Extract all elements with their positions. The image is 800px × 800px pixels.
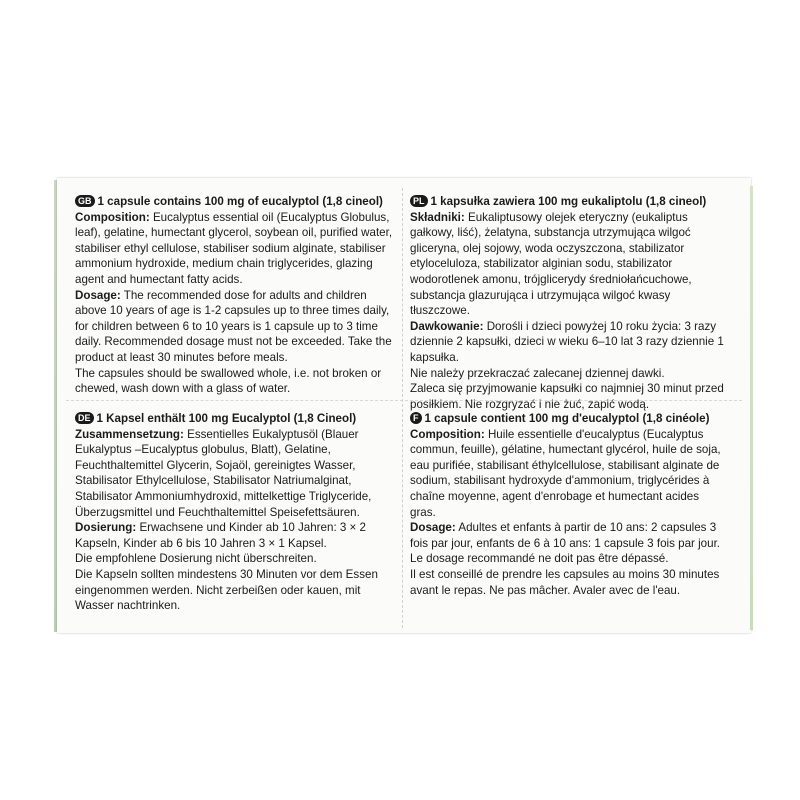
composition-text: Eucalyptus essential oil (Eucalyptus Globulus, leaf), gelatine, humectant glycerol, soybean oil, purified water, stabiliser ethyl cellulose, stabiliser sodium alginate, stabiliser ammonium hydroxide, medium chain triglycerides, glazing agent and humectant fatty acids. bbox=[75, 210, 393, 286]
dosage-text: The recommended dose for adults and children above 10 years of age is 1-2 capsules up to three times daily, for children between 6 to 10 years is 1 capsule up to 3 time daily. Recommended dosage must not be exceeded. bbox=[75, 288, 390, 349]
note-paragraph: Le dosage recommandé ne doit pas être dépassé. bbox=[410, 552, 669, 566]
dosage-label: Dawkowanie: bbox=[410, 319, 484, 333]
note-paragraph: Die empfohlene Dosierung nicht überschreiten. bbox=[75, 552, 317, 566]
dosage-paragraph bbox=[75, 288, 393, 366]
title-text: 1 kapsułka zawiera 100 mg eukaliptolu (1,8 cineol) bbox=[430, 195, 707, 208]
composition-text: Huile essentielle d'eucalyptus (Eucalyptus commun, feuille), gélatine, humectant glycérol, huile de soja, eau purifiée, stabilisant éthylcellulose, stabilisant alginate de sodium, stabilisant hydroxyde d'ammonium, triglycérides à chaîne moyenne, agent d'enrobage et humectant acides gras. bbox=[410, 427, 721, 519]
dosage-label: Dosage: bbox=[75, 288, 121, 302]
composition-paragraph bbox=[410, 210, 728, 319]
composition-label: Składniki: bbox=[410, 210, 465, 224]
package-edge-right bbox=[750, 186, 753, 630]
section-title bbox=[410, 411, 728, 427]
dosage-label: Dosierung: bbox=[75, 521, 137, 535]
language-badge-de: DE bbox=[75, 412, 94, 424]
composition-paragraph bbox=[75, 210, 393, 288]
title-text: 1 capsule contient 100 mg d'eucalyptol (1,8 cinéole) bbox=[424, 412, 710, 425]
dosage-paragraph bbox=[75, 520, 393, 551]
note-paragraph: Die Kapseln sollten mindestens 30 Minuten vor dem Essen eingenommen werden. Nicht zerbeißen oder kauen, mit Wasser nachtrinken. bbox=[75, 567, 378, 613]
section-title bbox=[75, 194, 393, 210]
title-text: 1 capsule contains 100 mg of eucalyptol (1,8 cineol) bbox=[97, 195, 383, 208]
column-divider bbox=[402, 188, 404, 628]
note-paragraph: Zaleca się przyjmowanie kapsułki co najmniej 30 minut przed posiłkiem. Nie rozgryzać i nie żuć, zapić wodą. bbox=[410, 382, 724, 411]
section-french bbox=[410, 411, 728, 598]
composition-label: Composition: bbox=[410, 427, 485, 441]
note-paragraph: Il est conseillé de prendre les capsules au moins 30 minutes avant le repas. Ne pas mâcher. Avaler avec de l'eau. bbox=[410, 567, 720, 597]
dosage-text: Dorośli i dzieci powyżej 10 roku życia: 3 razy dziennie 2 kapsułki, dzieci w wieku 6–10 lat 3 razy dziennie 1 kapsułka. bbox=[410, 319, 724, 364]
dosage-text: Erwachsene und Kinder ab 10 Jahren: 3 × 2 Kapseln, Kinder ab 6 bis 10 Jahren 3 × 1 Kapsel. bbox=[75, 521, 366, 550]
composition-label: Zusammensetzung: bbox=[75, 427, 184, 441]
language-badge-gb: GB bbox=[75, 195, 95, 207]
section-polish bbox=[410, 194, 728, 412]
note-paragraph: The capsules should be swallowed whole, i.e. not broken or chewed, wash down with a glass of water. bbox=[75, 366, 382, 396]
composition-label: Composition: bbox=[75, 210, 150, 224]
note-text: Take the product at least 30 minutes before meals. bbox=[75, 335, 392, 364]
dosage-paragraph bbox=[410, 520, 728, 551]
section-title bbox=[410, 194, 728, 210]
dosage-paragraph bbox=[410, 319, 728, 366]
section-german bbox=[75, 411, 393, 614]
dosage-text: Adultes et enfants à partir de 10 ans: 2 capsules 3 fois par jour, enfants de 6 à 10 ans: 1 capsule 3 fois par jour. bbox=[410, 521, 721, 550]
composition-text: Eukaliptusowy olejek eteryczny (eukaliptus gałkowy, liść), żelatyna, substancja utrzymująca wilgoć gliceryna, olej sojowy, woda oczyszczona, stabilizator etyloceluloza, stabilizator alginian sodu, stabilizator wodorotlenek amonu, trójglicerydy średniołańcuchowe, substancja glazurująca i utrzymująca wilgoć kwasy tłuszczowe. bbox=[410, 210, 692, 318]
composition-paragraph bbox=[410, 427, 728, 521]
language-badge-f: F bbox=[410, 412, 422, 424]
note-paragraph: Nie należy przekraczać zalecanej dziennej dawki. bbox=[410, 366, 665, 380]
composition-paragraph bbox=[75, 427, 393, 521]
language-badge-pl: PL bbox=[410, 195, 428, 207]
section-title bbox=[75, 411, 393, 427]
section-english bbox=[75, 194, 393, 397]
title-text: 1 Kapsel enthält 100 mg Eucalyptol (1,8 Cineol) bbox=[96, 412, 357, 425]
composition-text: Essentielles Eukalyptusöl (Blauer Eukalyptus –Eucalyptus globulus, Blatt), Gelatine, Feuchthaltemittel Glycerin, Sojaöl, gereinigtes Wasser, Stabilisator Ethylcellulose, Stabilisator Natriumalginat, Stabilisator Ammoniumhydroxid, mittelkettige Triglyceride, Überzugsmittel und Feuchthaltemittel Speisefettsäuren. bbox=[75, 427, 372, 519]
dosage-label: Dosage: bbox=[410, 521, 456, 535]
